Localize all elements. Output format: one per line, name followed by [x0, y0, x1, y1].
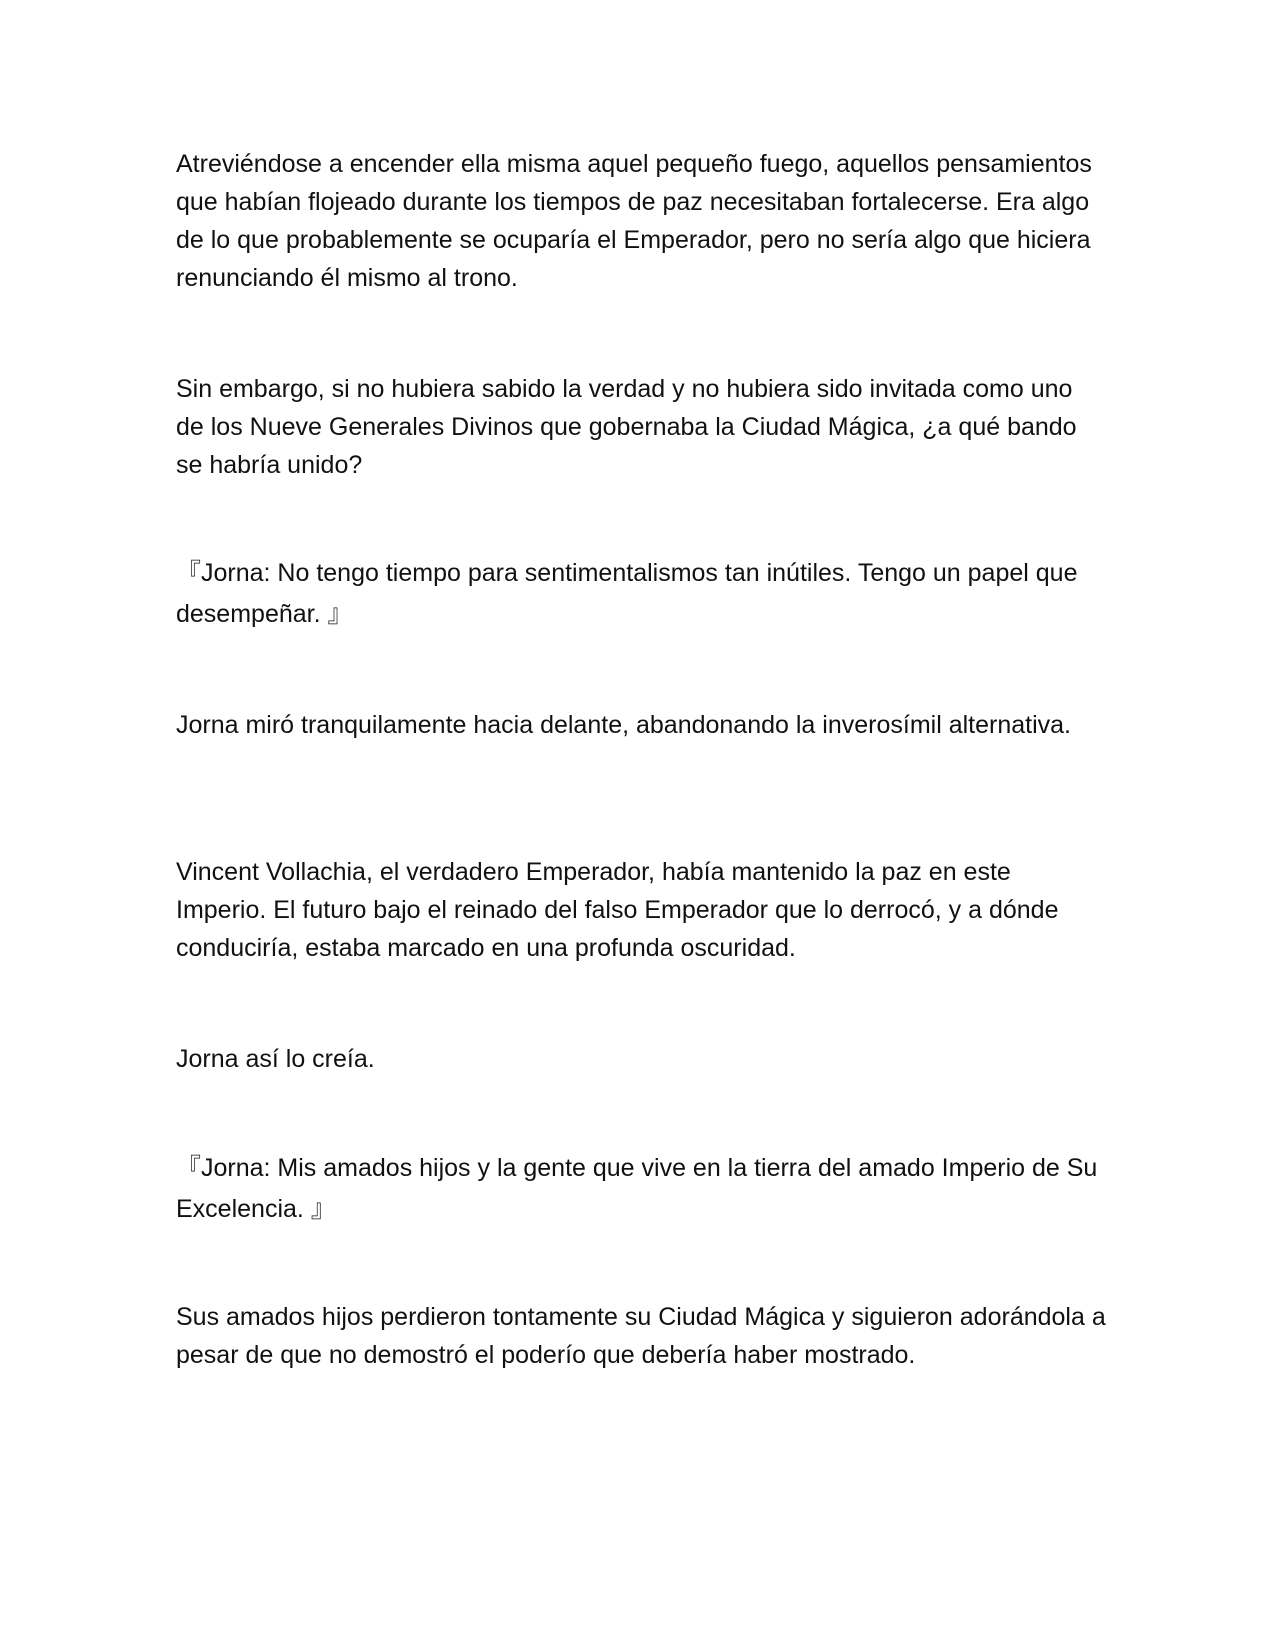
- dialogue-2: 『Jorna: Mis amados hijos y la gente que vive en la tierra del amado Imperio de Su Excelencia. 』: [176, 1154, 1098, 1223]
- paragraph-2: Sin embargo, si no hubiera sabido la verdad y no hubiera sido invitada como uno de los Nueve Generales Divinos que gobernaba la Ciudad Mágica, ¿a qué bando se habría unido?: [176, 375, 1077, 479]
- paragraph-1: Atreviéndose a encender ella misma aquel pequeño fuego, aquellos pensamientos que habían flojeado durante los tiempos de paz necesitaban fortalecerse. Era algo de lo que probablemente se ocuparía el Emperador, pero no sería algo que hiciera renunciando él mismo al trono.: [176, 150, 1092, 292]
- paragraph-6: Sus amados hijos perdieron tontamente su Ciudad Mágica y siguieron adorándola a pesar de que no demostró el poderío que debería haber mostrado.: [176, 1303, 1106, 1369]
- paragraph-5: Jorna así lo creía.: [176, 1045, 375, 1073]
- dialogue-1: 『Jorna: No tengo tiempo para sentimentalismos tan inútiles. Tengo un papel que desempeñar. 』: [176, 559, 1078, 628]
- paragraph-4: Vincent Vollachia, el verdadero Emperador, había mantenido la paz en este Imperio. El futuro bajo el reinado del falso Emperador que lo derrocó, y a dónde conduciría, estaba marcado en una profunda oscuridad.: [176, 858, 1059, 962]
- paragraph-3: Jorna miró tranquilamente hacia delante, abandonando la inverosímil alternativa.: [176, 711, 1071, 739]
